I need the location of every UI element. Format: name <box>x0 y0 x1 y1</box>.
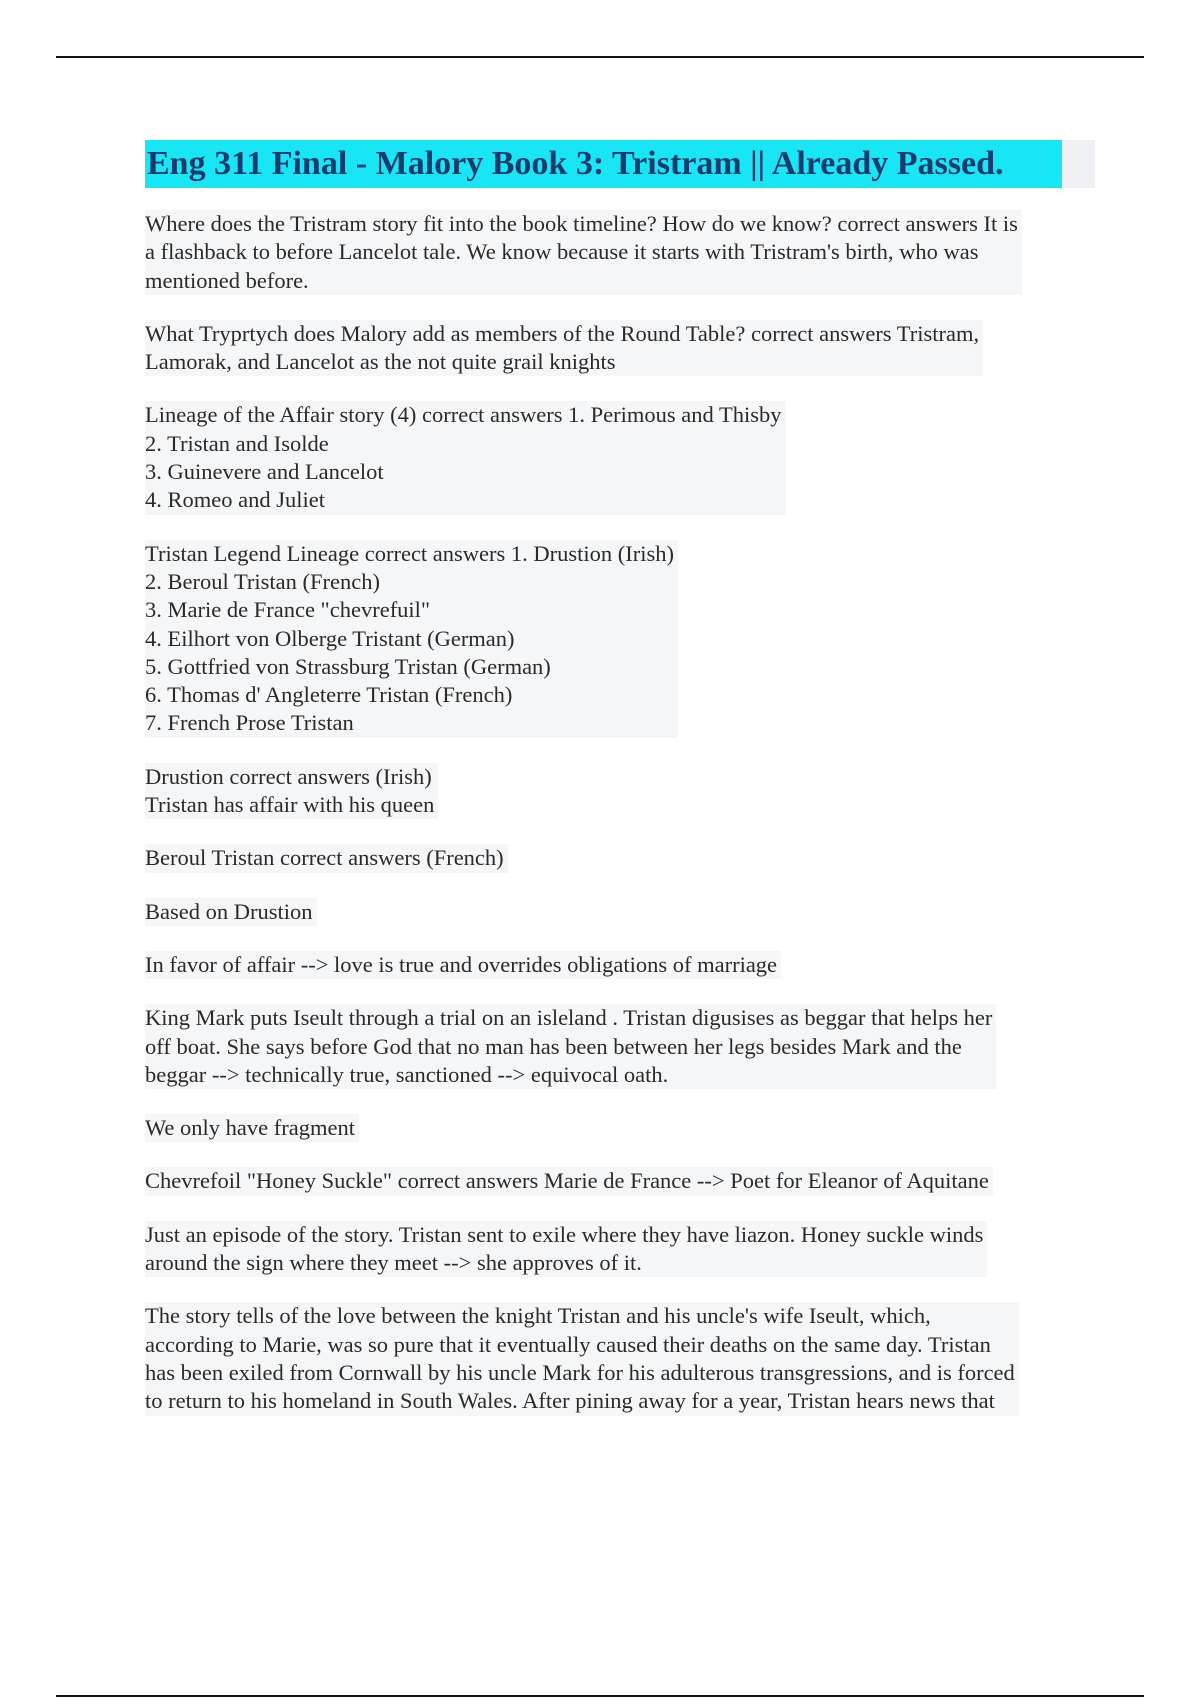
paragraph-affair-lineage: Lineage of the Affair story (4) correct answers 1. Perimous and Thisby 2. Tristan and Isolde 3. Guinevere and Lancelot 4. Romeo and Juliet <box>145 401 786 514</box>
paragraph-beroul: Beroul Tristan correct answers (French) <box>145 844 508 872</box>
paragraph-based-on: Based on Drustion <box>145 898 317 926</box>
document-title: Eng 311 Final - Malory Book 3: Tristram || Already Passed. <box>145 140 1095 188</box>
bottom-rule <box>56 1695 1144 1697</box>
paragraph-timeline: Where does the Tristram story fit into the book timeline? How do we know? correct answers It is a flashback to before Lancelot tale. We know because it starts with Tristram's birth, who was mentioned before. <box>145 210 1022 295</box>
paragraph-legend-lineage: Tristan Legend Lineage correct answers 1. Drustion (Irish) 2. Beroul Tristan (French) 3. Marie de France "chevrefuil" 4. Eilhort von Olberge Tristant (German) 5. Gottfried von Strassburg Tristan (German) 6. Thomas d' Angleterre Tristan (French) 7. French Prose Tristan <box>145 540 678 738</box>
top-rule <box>56 56 1144 58</box>
paragraph-trial: King Mark puts Iseult through a trial on an isleland . Tristan digusises as beggar that helps her off boat. She says before God that no man has been between her legs besides Mark and the beggar --> technically true, sanctioned --> equivocal oath. <box>145 1004 996 1089</box>
paragraph-in-favor: In favor of affair --> love is true and overrides obligations of marriage <box>145 951 781 979</box>
paragraph-triptych: What Tryprtych does Malory add as members of the Round Table? correct answers Tristram, Lamorak, and Lancelot as the not quite grail knights <box>145 320 983 377</box>
paragraph-fragment: We only have fragment <box>145 1114 359 1142</box>
paragraph-story: The story tells of the love between the knight Tristan and his uncle's wife Iseult, which, according to Marie, was so pure that it eventually caused their deaths on the same day. Tristan has been exiled from Cornwall by his uncle Mark for his adulterous transgressions, and is forced to return to his homeland in South Wales. After pining away for a year, Tristan hears news that <box>145 1302 1019 1415</box>
paragraph-drustion: Drustion correct answers (Irish) Tristan has affair with his queen <box>145 763 438 820</box>
paragraph-episode: Just an episode of the story. Tristan sent to exile where they have liazon. Honey suckle winds around the sign where they meet --> she approves of it. <box>145 1221 987 1278</box>
paragraph-chevrefoil: Chevrefoil "Honey Suckle" correct answers Marie de France --> Poet for Eleanor of Aquitane <box>145 1167 993 1195</box>
document-body <box>145 140 1095 1441</box>
